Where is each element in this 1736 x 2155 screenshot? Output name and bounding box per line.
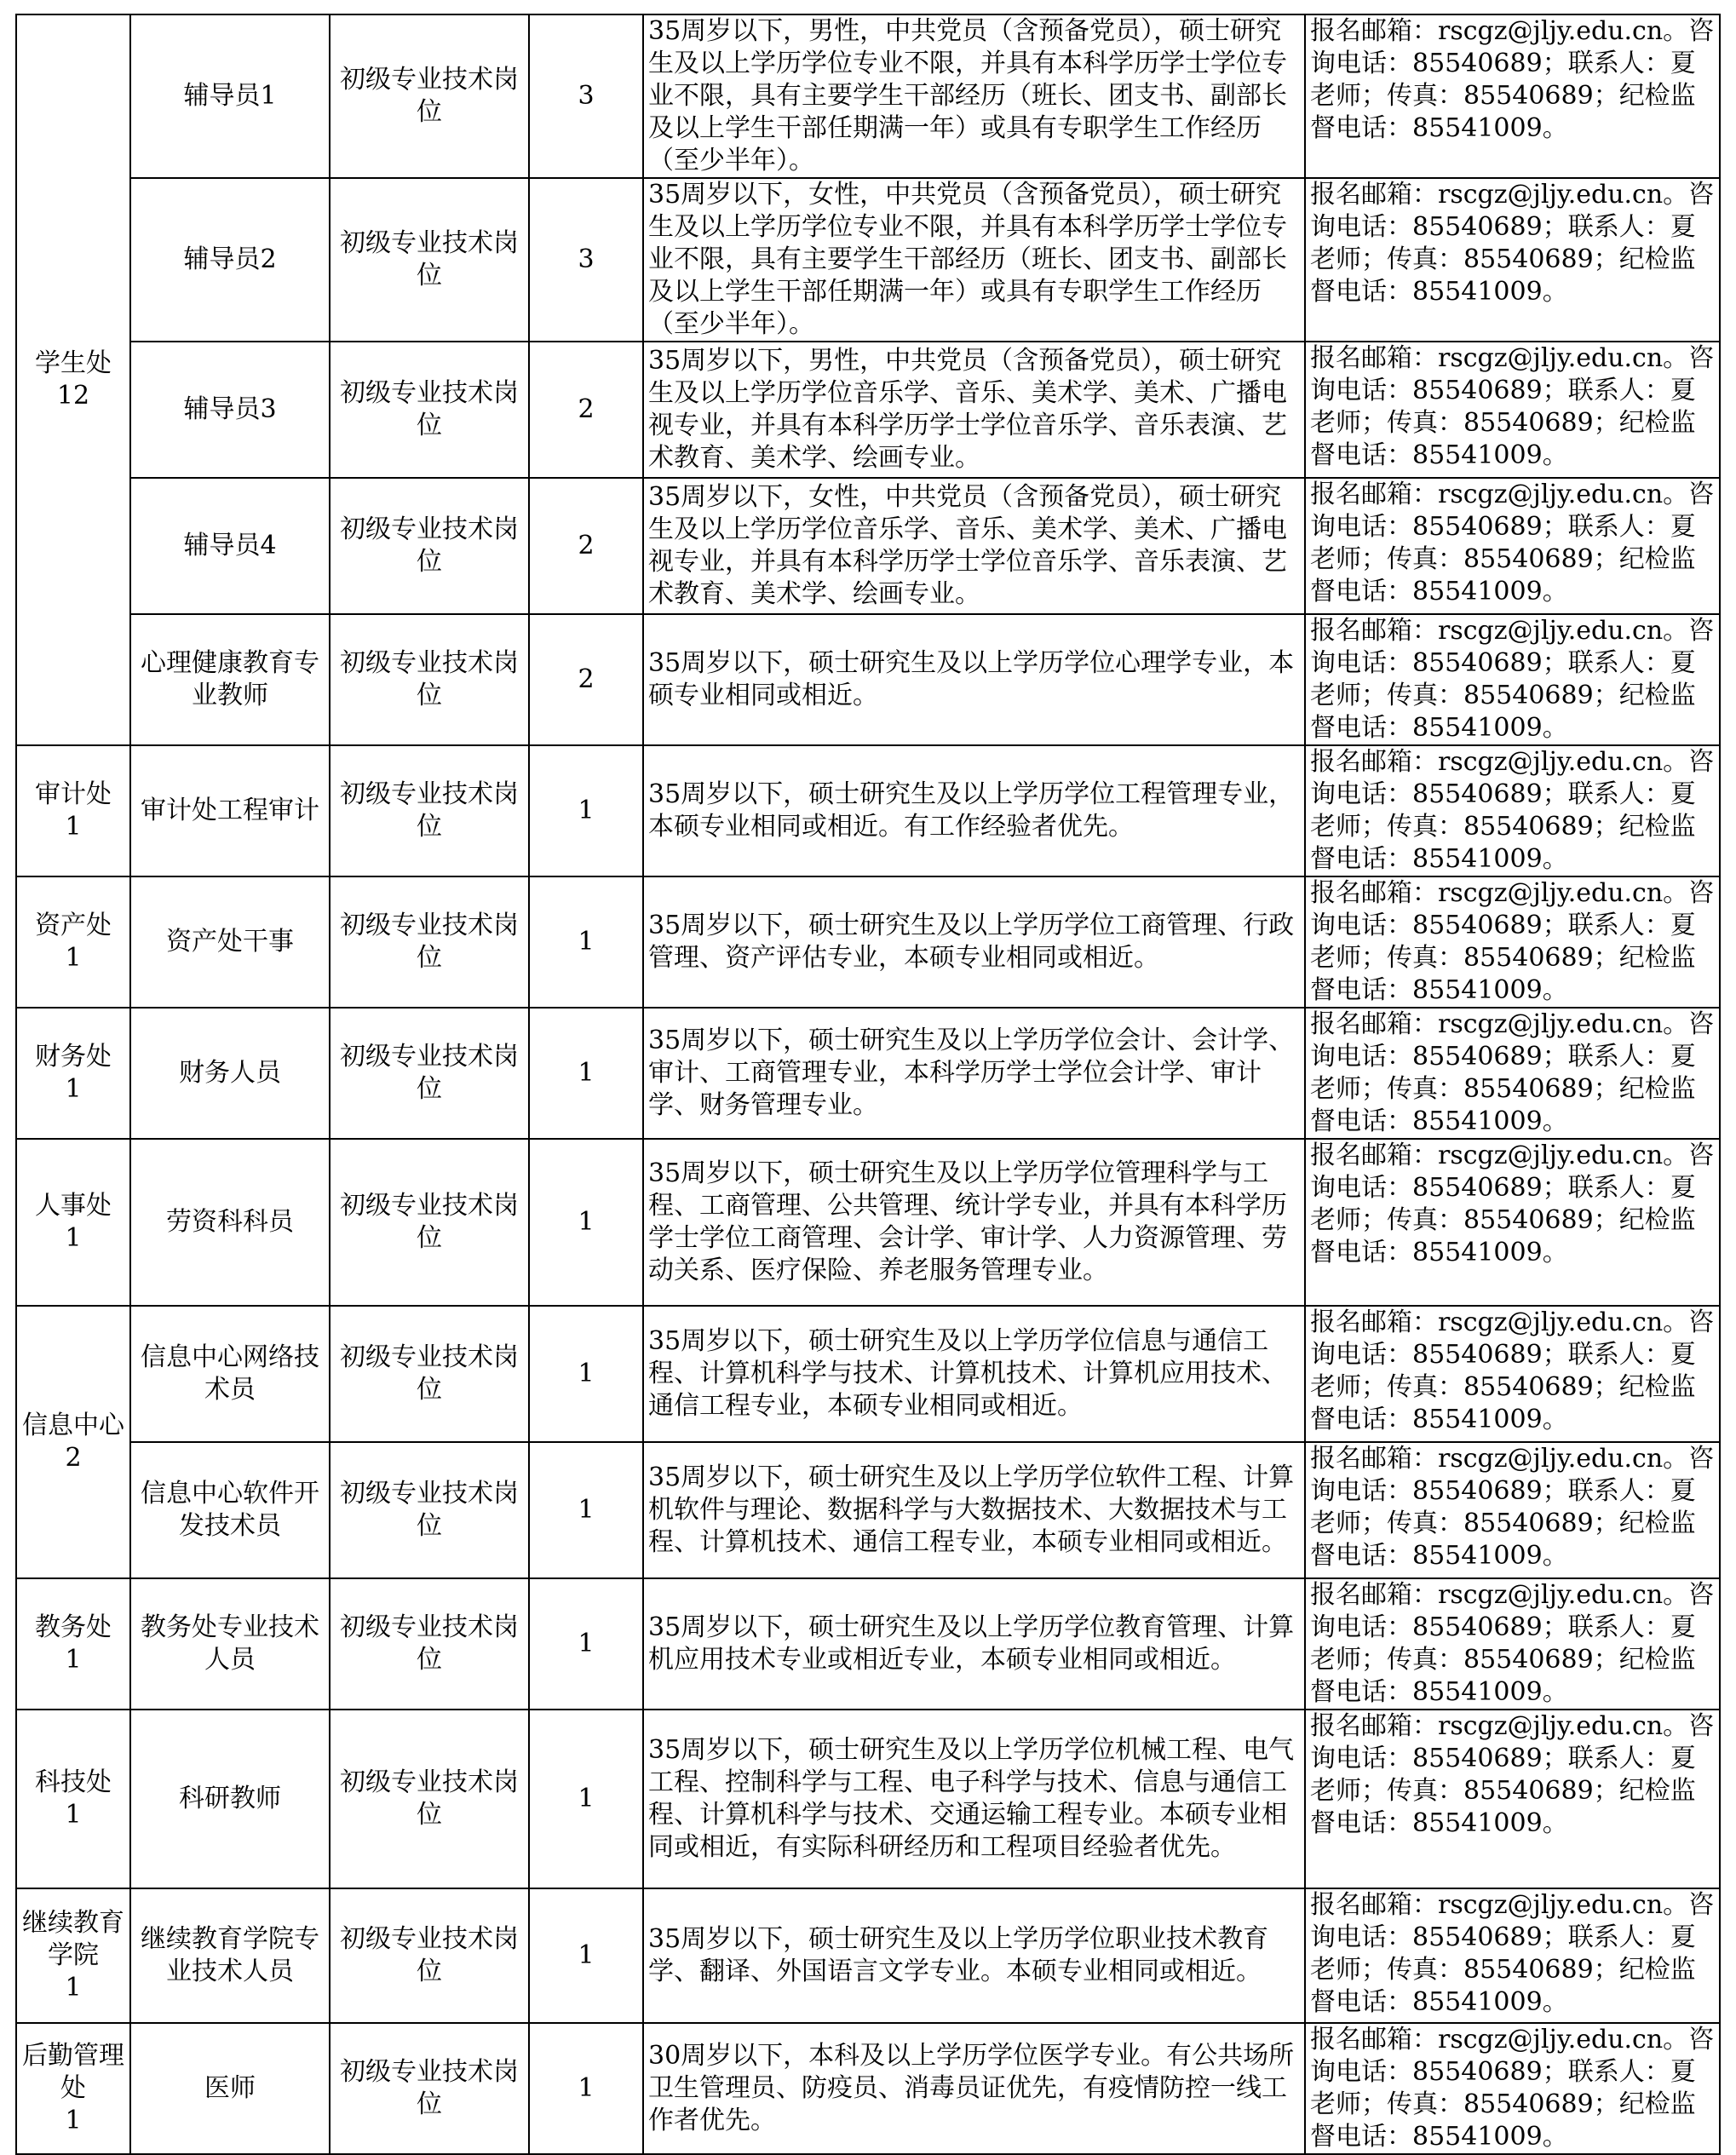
post-count-cell (529, 1888, 643, 2023)
post-level-cell (330, 2023, 529, 2154)
post-count-cell-text: 3 (578, 81, 595, 111)
contact-cell-text: 报名邮箱：rscgz@jljy.edu.cn。咨询电话：85540689；联系人：夏老师；传真：85540689；纪检监督电话：85541009。 (1310, 343, 1715, 470)
table-row (16, 478, 1720, 614)
department-cell (16, 1139, 130, 1306)
post-level-cell (330, 478, 529, 614)
post-level-cell-text: 初级专业技术岗位 (340, 514, 519, 577)
post-count-cell-text: 1 (578, 796, 595, 825)
requirements-cell (643, 178, 1305, 342)
post-count-cell-text: 2 (578, 394, 595, 424)
post-level-cell (330, 1008, 529, 1139)
department-cell (16, 1888, 130, 2023)
requirements-cell (643, 1710, 1305, 1888)
requirements-cell (643, 342, 1305, 478)
contact-cell (1305, 1888, 1720, 2023)
requirements-cell-text: 35周岁以下，男性，中共党员（含预备党员），硕士研究生及以上学历学位音乐学、音乐、美术学、美术、广播电视专业，并具有本科学历学士学位音乐学、音乐表演、艺术教育、美术学、绘画专业。 (648, 346, 1287, 473)
post-level-cell (330, 1710, 529, 1888)
table-row (16, 342, 1720, 478)
contact-cell-text: 报名邮箱：rscgz@jljy.edu.cn。咨询电话：85540689；联系人：夏老师；传真：85540689；纪检监督电话：85541009。 (1310, 1580, 1715, 1707)
requirements-cell (643, 1888, 1305, 2023)
contact-cell (1305, 14, 1720, 178)
contact-cell (1305, 1578, 1720, 1710)
post-name-cell (130, 1008, 330, 1139)
contact-cell-text: 报名邮箱：rscgz@jljy.edu.cn。咨询电话：85540689；联系人：夏老师；传真：85540689；纪检监督电话：85541009。 (1310, 1711, 1715, 1838)
table-row (16, 1888, 1720, 2023)
post-name-cell-text: 信息中心软件开发技术员 (141, 1479, 319, 1541)
post-name-cell (130, 1306, 330, 1442)
post-count-cell-text: 1 (578, 1784, 595, 1813)
requirements-cell-text: 35周岁以下，硕士研究生及以上学历学位机械工程、电气工程、控制科学与工程、电子科学与技术、信息与通信工程、计算机科学与技术、交通运输工程专业。本硕专业相同或相近，有实际科研经历和工程项目经验者优先。 (648, 1735, 1295, 1862)
post-count-cell (529, 745, 643, 876)
department-name: 审计处 (35, 779, 112, 809)
department-name: 教务处 (35, 1612, 112, 1642)
contact-cell-text: 报名邮箱：rscgz@jljy.edu.cn。咨询电话：85540689；联系人：夏老师；传真：85540689；纪检监督电话：85541009。 (1310, 480, 1715, 606)
department-name: 人事处 (35, 1191, 112, 1221)
post-level-cell-text: 初级专业技术岗位 (340, 911, 519, 973)
table-row (16, 876, 1720, 1008)
contact-cell-text: 报名邮箱：rscgz@jljy.edu.cn。咨询电话：85540689；联系人：夏老师；传真：85540689；纪检监督电话：85541009。 (1310, 2025, 1715, 2152)
post-level-cell (330, 342, 529, 478)
post-level-cell-text: 初级专业技术岗位 (340, 1191, 519, 1253)
requirements-cell-text: 35周岁以下，硕士研究生及以上学历学位工程管理专业，本硕专业相同或相近。有工作经验者优先。 (648, 779, 1295, 842)
requirements-cell (643, 1008, 1305, 1139)
department-name: 学生处 (35, 348, 112, 378)
department-cell (16, 745, 130, 876)
department-cell (16, 14, 130, 745)
post-name-cell (130, 342, 330, 478)
contact-cell (1305, 2023, 1720, 2154)
table-row (16, 1710, 1720, 1888)
table-row (16, 1139, 1720, 1306)
department-cell (16, 1710, 130, 1888)
post-count-cell-text: 1 (578, 1207, 595, 1237)
post-count-cell (529, 14, 643, 178)
post-count-cell-text: 1 (578, 927, 595, 957)
department-count: 1 (65, 1800, 82, 1830)
contact-cell-text: 报名邮箱：rscgz@jljy.edu.cn。咨询电话：85540689；联系人：夏老师；传真：85540689；纪检监督电话：85541009。 (1310, 1890, 1715, 2017)
contact-cell-text: 报名邮箱：rscgz@jljy.edu.cn。咨询电话：85540689；联系人：夏老师；传真：85540689；纪检监督电话：85541009。 (1310, 1141, 1715, 1267)
department-cell (16, 876, 130, 1008)
post-level-cell-text: 初级专业技术岗位 (340, 228, 519, 290)
post-level-cell-text: 初级专业技术岗位 (340, 1924, 519, 1986)
post-count-cell-text: 1 (578, 2073, 595, 2103)
requirements-cell-text: 35周岁以下，硕士研究生及以上学历学位信息与通信工程、计算机科学与技术、计算机技术、计算机应用技术、通信工程专业，本硕专业相同或相近。 (648, 1326, 1287, 1421)
requirements-cell (643, 1442, 1305, 1578)
post-name-cell (130, 14, 330, 178)
post-name-cell (130, 1710, 330, 1888)
post-name-cell (130, 2023, 330, 2154)
post-name-cell-text: 劳资科科员 (166, 1207, 294, 1237)
requirements-cell-text: 35周岁以下，硕士研究生及以上学历学位软件工程、计算机软件与理论、数据科学与大数据技术、大数据技术与工程、计算机技术、通信工程专业，本硕专业相同或相近。 (648, 1463, 1295, 1557)
post-level-cell (330, 614, 529, 745)
contact-cell (1305, 342, 1720, 478)
contact-cell-text: 报名邮箱：rscgz@jljy.edu.cn。咨询电话：85540689；联系人：夏老师；传真：85540689；纪检监督电话：85541009。 (1310, 747, 1715, 874)
requirements-cell (643, 2023, 1305, 2154)
department-cell (16, 1578, 130, 1710)
table-row (16, 1008, 1720, 1139)
post-level-cell (330, 745, 529, 876)
contact-cell (1305, 1139, 1720, 1306)
post-name-cell-text: 辅导员2 (183, 244, 277, 274)
post-level-cell-text: 初级专业技术岗位 (340, 1042, 519, 1104)
post-count-cell (529, 478, 643, 614)
table-row (16, 1578, 1720, 1710)
contact-cell (1305, 876, 1720, 1008)
post-count-cell (529, 876, 643, 1008)
post-count-cell-text: 1 (578, 1359, 595, 1388)
post-name-cell (130, 1442, 330, 1578)
table-row (16, 614, 1720, 745)
table-row (16, 745, 1720, 876)
table-row (16, 2023, 1720, 2154)
post-level-cell-text: 初级专业技术岗位 (340, 779, 519, 842)
post-level-cell-text: 初级专业技术岗位 (340, 648, 519, 710)
post-count-cell (529, 1306, 643, 1442)
requirements-cell-text: 35周岁以下，硕士研究生及以上学历学位工商管理、行政管理、资产评估专业，本硕专业相同或相近。 (648, 911, 1295, 973)
post-level-cell-text: 初级专业技术岗位 (340, 378, 519, 440)
post-count-cell (529, 1442, 643, 1578)
post-name-cell-text: 审计处工程审计 (141, 796, 319, 825)
contact-cell (1305, 745, 1720, 876)
recruitment-table (15, 14, 1721, 2155)
requirements-cell (643, 14, 1305, 178)
department-name: 财务处 (35, 1042, 112, 1072)
post-name-cell (130, 876, 330, 1008)
requirements-cell (643, 1306, 1305, 1442)
requirements-cell-text: 35周岁以下，硕士研究生及以上学历学位职业技术教育学、翻译、外国语言文学专业。本硕专业相同或相近。 (648, 1924, 1269, 1986)
post-name-cell (130, 614, 330, 745)
post-count-cell-text: 1 (578, 1940, 595, 1970)
requirements-cell-text: 35周岁以下，硕士研究生及以上学历学位会计、会计学、审计、工商管理专业，本科学历学士学位会计学、审计学、财务管理专业。 (648, 1026, 1295, 1120)
post-name-cell-text: 资产处干事 (166, 927, 294, 957)
post-name-cell-text: 财务人员 (179, 1058, 281, 1088)
post-name-cell-text: 医师 (204, 2073, 256, 2103)
post-name-cell-text: 科研教师 (179, 1784, 281, 1813)
contact-cell-text: 报名邮箱：rscgz@jljy.edu.cn。咨询电话：85540689；联系人：夏老师；传真：85540689；纪检监督电话：85541009。 (1310, 1444, 1715, 1571)
department-count: 12 (56, 381, 90, 411)
requirements-cell-text: 35周岁以下，硕士研究生及以上学历学位教育管理、计算机应用技术专业或相近专业，本硕专业相同或相近。 (648, 1612, 1295, 1675)
post-level-cell-text: 初级专业技术岗位 (340, 1479, 519, 1541)
post-name-cell-text: 辅导员4 (183, 531, 277, 560)
post-name-cell-text: 辅导员1 (183, 81, 277, 111)
post-count-cell (529, 1578, 643, 1710)
contact-cell-text: 报名邮箱：rscgz@jljy.edu.cn。咨询电话：85540689；联系人：夏老师；传真：85540689；纪检监督电话：85541009。 (1310, 878, 1715, 1005)
department-cell (16, 2023, 130, 2154)
post-level-cell (330, 1888, 529, 2023)
contact-cell (1305, 614, 1720, 745)
post-level-cell-text: 初级专业技术岗位 (340, 1612, 519, 1675)
post-level-cell-text: 初级专业技术岗位 (340, 1767, 519, 1830)
department-count: 1 (65, 1973, 82, 2003)
post-count-cell-text: 1 (578, 1495, 595, 1525)
department-name: 继续教育学院 (22, 1908, 124, 1970)
contact-cell (1305, 1710, 1720, 1888)
requirements-cell-text: 35周岁以下，男性，中共党员（含预备党员），硕士研究生及以上学历学位专业不限，并具有本科学历学士学位专业不限，具有主要学生干部经历（班长、团支书、副部长及以上学生干部任期满一年）或具有专职学生工作经历（至少半年）。 (648, 16, 1287, 175)
contact-cell (1305, 178, 1720, 342)
post-name-cell (130, 178, 330, 342)
post-level-cell (330, 1139, 529, 1306)
contact-cell (1305, 1008, 1720, 1139)
post-count-cell-text: 3 (578, 244, 595, 274)
department-name: 后勤管理处 (22, 2041, 124, 2103)
post-level-cell-text: 初级专业技术岗位 (340, 1342, 519, 1405)
post-count-cell (529, 1139, 643, 1306)
contact-cell-text: 报名邮箱：rscgz@jljy.edu.cn。咨询电话：85540689；联系人：夏老师；传真：85540689；纪检监督电话：85541009。 (1310, 616, 1715, 743)
post-level-cell (330, 1578, 529, 1710)
post-level-cell-text: 初级专业技术岗位 (340, 2057, 519, 2119)
contact-cell-text: 报名邮箱：rscgz@jljy.edu.cn。咨询电话：85540689；联系人：夏老师；传真：85540689；纪检监督电话：85541009。 (1310, 1009, 1715, 1136)
post-name-cell (130, 478, 330, 614)
post-count-cell (529, 342, 643, 478)
post-name-cell (130, 745, 330, 876)
requirements-cell-text: 35周岁以下，硕士研究生及以上学历学位管理科学与工程、工商管理、公共管理、统计学专业，并具有本科学历学士学位工商管理、会计学、审计学、人力资源管理、劳动关系、医疗保险、养老服务管理专业。 (648, 1158, 1287, 1285)
post-count-cell-text: 2 (578, 531, 595, 560)
contact-cell (1305, 478, 1720, 614)
post-count-cell (529, 1008, 643, 1139)
contact-cell-text: 报名邮箱：rscgz@jljy.edu.cn。咨询电话：85540689；联系人：夏老师；传真：85540689；纪检监督电话：85541009。 (1310, 1307, 1715, 1434)
table-row (16, 14, 1720, 178)
table-row (16, 1306, 1720, 1442)
requirements-cell (643, 478, 1305, 614)
department-count: 1 (65, 943, 82, 973)
requirements-cell (643, 1578, 1305, 1710)
department-name: 资产处 (35, 911, 112, 940)
post-level-cell (330, 1442, 529, 1578)
post-level-cell-text: 初级专业技术岗位 (340, 65, 519, 127)
department-count: 1 (65, 1074, 82, 1104)
contact-cell (1305, 1442, 1720, 1578)
post-level-cell (330, 14, 529, 178)
requirements-cell-text: 35周岁以下，女性，中共党员（含预备党员），硕士研究生及以上学历学位专业不限，并具有本科学历学士学位专业不限，具有主要学生干部经历（班长、团支书、副部长及以上学生干部任期满一年）或具有专职学生工作经历（至少半年）。 (648, 180, 1287, 339)
post-name-cell (130, 1888, 330, 2023)
department-count: 1 (65, 1223, 82, 1253)
post-count-cell (529, 2023, 643, 2154)
post-name-cell-text: 心理健康教育专业教师 (141, 648, 319, 710)
requirements-cell (643, 745, 1305, 876)
post-count-cell (529, 1710, 643, 1888)
post-count-cell (529, 178, 643, 342)
department-count: 1 (65, 1645, 82, 1675)
requirements-cell-text: 35周岁以下，硕士研究生及以上学历学位心理学专业，本硕专业相同或相近。 (648, 648, 1295, 710)
requirements-cell (643, 876, 1305, 1008)
post-count-cell (529, 614, 643, 745)
contact-cell-text: 报名邮箱：rscgz@jljy.edu.cn。咨询电话：85540689；联系人：夏老师；传真：85540689；纪检监督电话：85541009。 (1310, 180, 1715, 307)
contact-cell-text: 报名邮箱：rscgz@jljy.edu.cn。咨询电话：85540689；联系人：夏老师；传真：85540689；纪检监督电话：85541009。 (1310, 16, 1715, 143)
post-name-cell (130, 1139, 330, 1306)
requirements-cell (643, 1139, 1305, 1306)
post-level-cell (330, 178, 529, 342)
post-name-cell-text: 信息中心网络技术员 (141, 1342, 319, 1405)
post-level-cell (330, 1306, 529, 1442)
department-cell (16, 1306, 130, 1578)
department-count: 2 (65, 1443, 82, 1473)
contact-cell (1305, 1306, 1720, 1442)
requirements-cell (643, 614, 1305, 745)
table-row (16, 178, 1720, 342)
post-count-cell-text: 2 (578, 664, 595, 694)
post-name-cell-text: 辅导员3 (183, 394, 277, 424)
post-name-cell-text: 教务处专业技术人员 (141, 1612, 319, 1675)
post-count-cell-text: 1 (578, 1058, 595, 1088)
requirements-cell-text: 30周岁以下，本科及以上学历学位医学专业。有公共场所卫生管理员、防疫员、消毒员证优先，有疫情防控一线工作者优先。 (648, 2041, 1295, 2135)
table-row (16, 1442, 1720, 1578)
department-count: 1 (65, 2106, 82, 2135)
department-count: 1 (65, 812, 82, 842)
department-cell (16, 1008, 130, 1139)
requirements-cell-text: 35周岁以下，女性，中共党员（含预备党员），硕士研究生及以上学历学位音乐学、音乐、美术学、美术、广播电视专业，并具有本科学历学士学位音乐学、音乐表演、艺术教育、美术学、绘画专业。 (648, 482, 1287, 609)
post-level-cell (330, 876, 529, 1008)
post-name-cell (130, 1578, 330, 1710)
post-name-cell-text: 继续教育学院专业技术人员 (141, 1924, 319, 1986)
department-name: 信息中心 (22, 1411, 124, 1440)
post-count-cell-text: 1 (578, 1629, 595, 1658)
department-name: 科技处 (35, 1767, 112, 1797)
